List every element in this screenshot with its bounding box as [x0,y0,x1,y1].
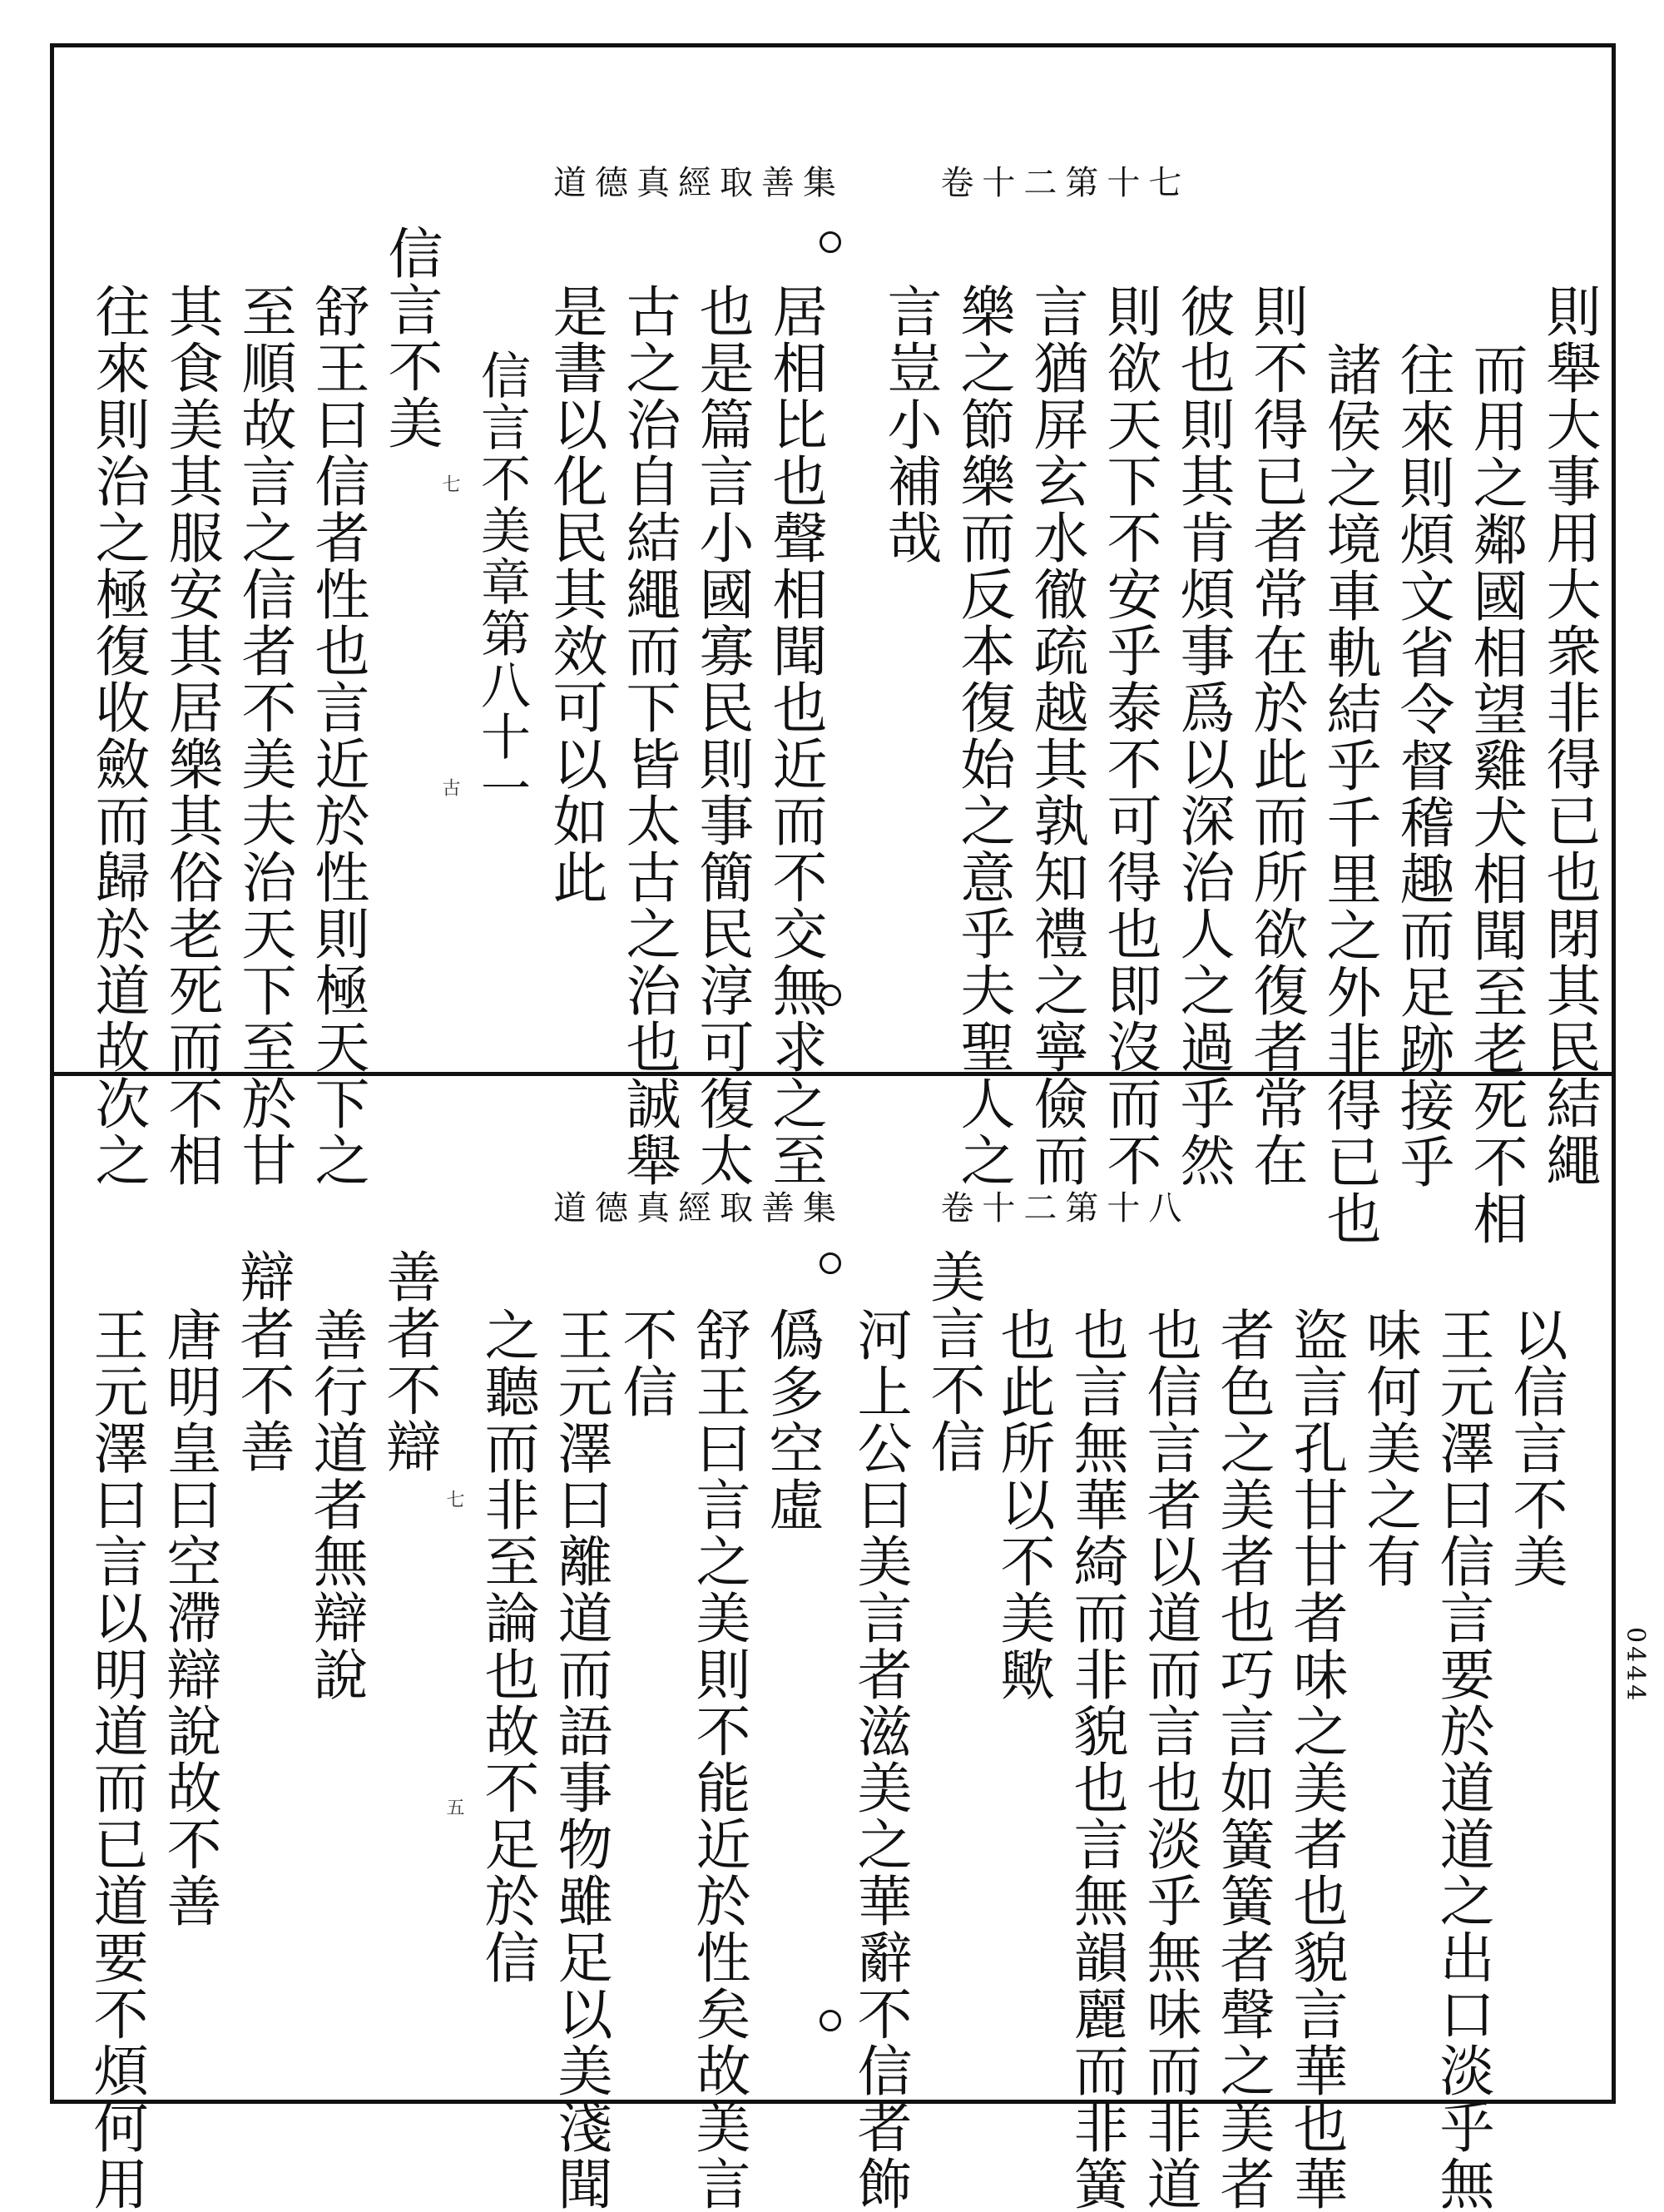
text-column: 而用之鄰國相望雞犬相聞至老死不相 [1463,341,1528,1247]
text-column: 唐明皇曰空滯辯說故不善 [157,1307,221,1929]
text-column: 也言無華綺而非貌也言無韻麗而非簧 [1064,1307,1128,2212]
text-column: 信言不美章第八十一 [473,350,531,814]
text-column: 王元澤曰言以明道而已道要不煩何用 [84,1307,148,2212]
text-column: 至順故言之信者不美夫治天下至於甘 [232,283,296,1188]
bottom-header-title: 道德真經取善集 [553,1189,844,1228]
section-circle-marker [820,1252,841,1274]
text-column: 河上公曰美言者滋美之華辭不信者飾 [848,1307,912,2212]
top-header-title: 道德真經取善集 [553,164,844,202]
annotation-mark: 古 [439,778,460,796]
text-column: 王元澤曰信言要於道道之出口淡乎無 [1430,1307,1494,2212]
text-column: 善行道者無辯說 [304,1307,368,1703]
text-column: 舒王曰信者性也言近於性則極天下之 [305,283,369,1188]
text-column: 往來則治之極復收斂而歸於道故次之 [86,283,150,1188]
text-column: 樂之節樂而反本復始之意乎夫聖人之 [951,283,1015,1188]
bottom-header-chapter: 卷十二第十八 [940,1189,1191,1228]
text-column: 言豈小補哉 [878,283,942,566]
text-column: 其食美其服安其居樂其俗老死而不相 [159,283,223,1188]
text-column: 味何美之有 [1357,1307,1421,1590]
text-column: 也信言者以道而言也淡乎無味而非道 [1137,1307,1201,2212]
section-circle-marker [820,2010,841,2031]
text-column: 信言不美 [379,225,443,451]
page-number: 0444 [1621,1627,1650,1704]
text-column: 古之治自結繩而下皆太古之治也誠舉 [617,283,681,1188]
text-column: 舒王曰言之美則不能近於性矣故美言 [686,1307,750,2212]
text-column: 王元澤曰離道而語事物雖足以美淺聞 [548,1307,612,2212]
top-header-chapter: 卷十二第十七 [940,164,1191,202]
text-column: 僞多空虛 [760,1307,824,1533]
section-circle-marker [820,231,841,253]
text-column: 則不得已者常在於此而所欲復者常在 [1244,283,1308,1188]
text-column: 美言不信 [921,1248,985,1475]
text-column: 盜言孔甘甘者味之美者也貌言華也華 [1284,1307,1348,2212]
text-column: 彼也則其肯煩事爲以深治人之過乎然 [1171,283,1235,1188]
text-column: 者色之美者也巧言如簧簧者聲之美者 [1211,1307,1275,2212]
text-column: 往來則煩文省令督稽趣而足跡接乎 [1390,341,1454,1190]
text-column: 辯者不善 [230,1248,295,1475]
text-column: 善者不辯 [377,1248,441,1475]
text-column: 言猶屏玄水徹疏越其孰知禮之寧儉而 [1024,283,1088,1188]
text-column: 以信言不美 [1503,1307,1567,1590]
text-column: 諸侯之境車軌結乎千里之外非得已也 [1317,341,1381,1247]
annotation-mark: 七 [443,1490,464,1508]
text-column: 也是篇言小國寡民則事簡民淳可復太 [690,283,754,1188]
bottom-header [553,1182,1190,1229]
text-column: 之聽而非至論也故不足於信 [475,1307,539,1986]
annotation-mark: 七 [439,474,460,493]
top-header [553,156,1190,204]
text-column: 則舉大事用大衆非得已也閉其民結繩 [1537,283,1601,1188]
text-column: 是書以化民其效可以如此 [543,283,607,905]
text-column: 則欲天下不安乎泰不可得也即沒而不 [1097,283,1161,1188]
section-circle-marker [820,984,841,1006]
text-column: 也此所以不美歟 [991,1307,1055,1703]
text-column: 居相比也聲相聞也近而不交無求之至 [763,283,827,1188]
annotation-mark: 五 [443,1798,464,1816]
text-column: 不信 [613,1307,677,1420]
